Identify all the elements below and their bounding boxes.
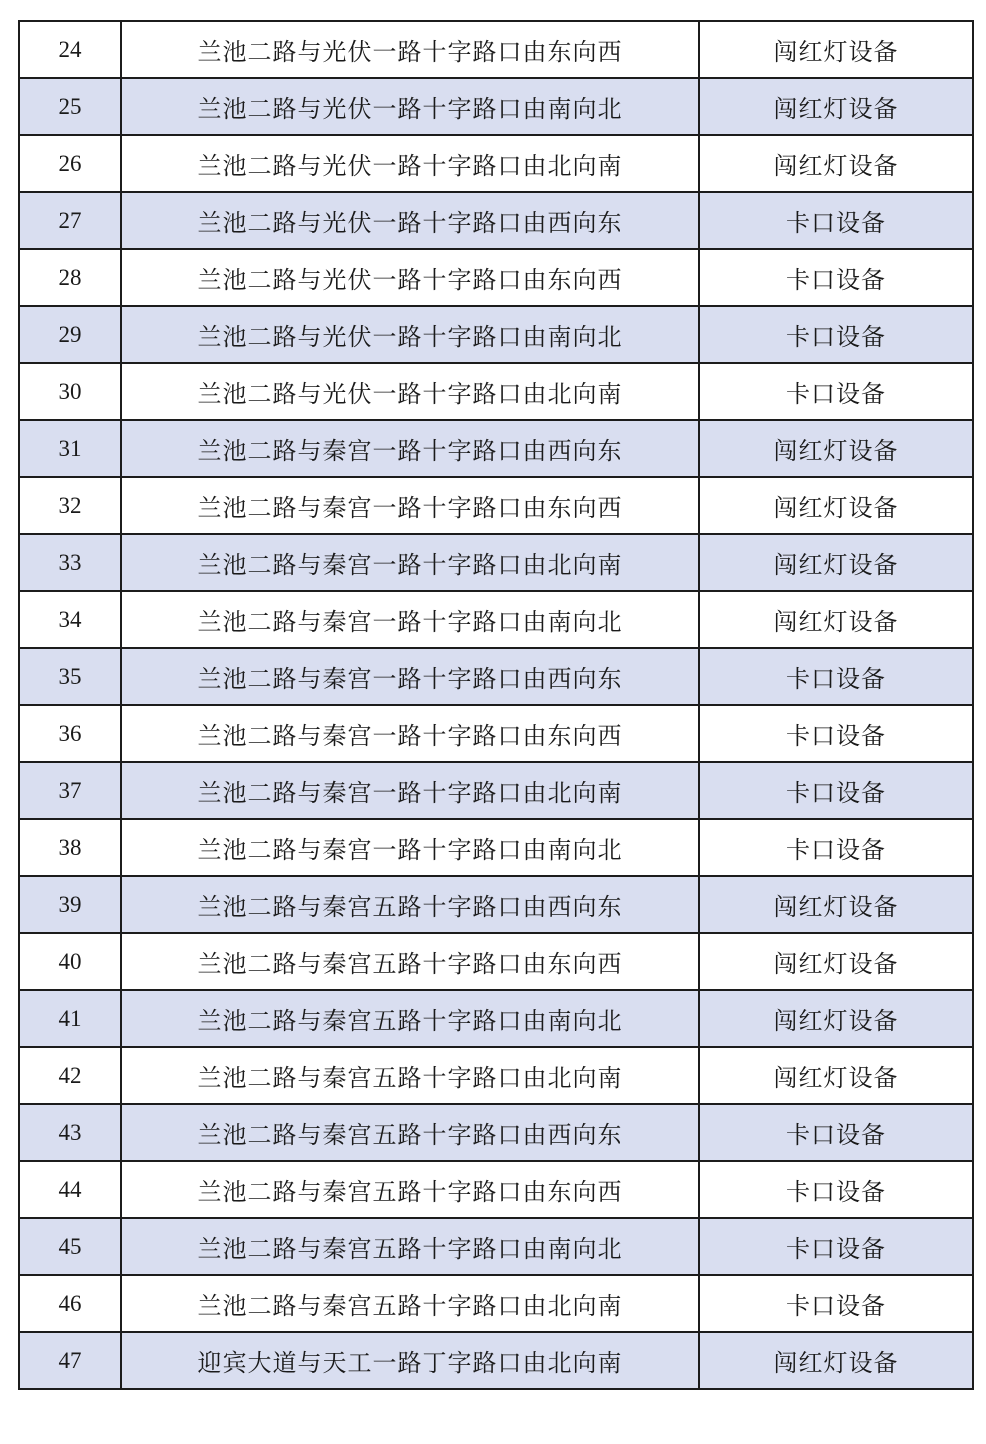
table-row bbox=[19, 363, 973, 420]
device-type-cell: 卡口设备 bbox=[699, 819, 973, 876]
row-number-cell: 29 bbox=[19, 306, 121, 363]
location-cell: 兰池二路与秦宫一路十字路口由东向西 bbox=[121, 477, 699, 534]
table-row bbox=[19, 21, 973, 78]
location-cell: 兰池二路与秦宫一路十字路口由东向西 bbox=[121, 705, 699, 762]
table-row bbox=[19, 249, 973, 306]
row-number-cell: 33 bbox=[19, 534, 121, 591]
location-cell: 兰池二路与秦宫一路十字路口由北向南 bbox=[121, 534, 699, 591]
device-type-cell: 卡口设备 bbox=[699, 705, 973, 762]
location-cell: 兰池二路与秦宫五路十字路口由东向西 bbox=[121, 1161, 699, 1218]
device-type-cell: 闯红灯设备 bbox=[699, 21, 973, 78]
table-row bbox=[19, 420, 973, 477]
row-number-cell: 40 bbox=[19, 933, 121, 990]
row-number-cell: 34 bbox=[19, 591, 121, 648]
table-row bbox=[19, 1161, 973, 1218]
table-row bbox=[19, 876, 973, 933]
table-row bbox=[19, 1104, 973, 1161]
location-cell: 兰池二路与光伏一路十字路口由南向北 bbox=[121, 306, 699, 363]
table-row bbox=[19, 933, 973, 990]
row-number-cell: 38 bbox=[19, 819, 121, 876]
location-cell: 兰池二路与秦宫一路十字路口由南向北 bbox=[121, 591, 699, 648]
device-type-cell: 闯红灯设备 bbox=[699, 591, 973, 648]
location-cell: 兰池二路与光伏一路十字路口由南向北 bbox=[121, 78, 699, 135]
location-cell: 兰池二路与秦宫五路十字路口由西向东 bbox=[121, 876, 699, 933]
device-type-cell: 卡口设备 bbox=[699, 762, 973, 819]
device-type-cell: 闯红灯设备 bbox=[699, 477, 973, 534]
table-row bbox=[19, 1332, 973, 1389]
table-row bbox=[19, 648, 973, 705]
table-row bbox=[19, 78, 973, 135]
device-type-cell: 闯红灯设备 bbox=[699, 1047, 973, 1104]
table-row bbox=[19, 762, 973, 819]
location-cell: 兰池二路与秦宫五路十字路口由北向南 bbox=[121, 1047, 699, 1104]
row-number-cell: 32 bbox=[19, 477, 121, 534]
row-number-cell: 46 bbox=[19, 1275, 121, 1332]
row-number-cell: 47 bbox=[19, 1332, 121, 1389]
location-cell: 兰池二路与秦宫五路十字路口由西向东 bbox=[121, 1104, 699, 1161]
location-cell: 兰池二路与秦宫一路十字路口由南向北 bbox=[121, 819, 699, 876]
table-row bbox=[19, 534, 973, 591]
table-row bbox=[19, 135, 973, 192]
row-number-cell: 27 bbox=[19, 192, 121, 249]
device-type-cell: 卡口设备 bbox=[699, 1275, 973, 1332]
table-row bbox=[19, 819, 973, 876]
device-type-cell: 闯红灯设备 bbox=[699, 1332, 973, 1389]
table-row bbox=[19, 477, 973, 534]
device-location-table bbox=[18, 20, 974, 1390]
table-row bbox=[19, 1218, 973, 1275]
location-cell: 兰池二路与秦宫五路十字路口由东向西 bbox=[121, 933, 699, 990]
row-number-cell: 37 bbox=[19, 762, 121, 819]
device-type-cell: 闯红灯设备 bbox=[699, 990, 973, 1047]
row-number-cell: 30 bbox=[19, 363, 121, 420]
row-number-cell: 44 bbox=[19, 1161, 121, 1218]
location-cell: 兰池二路与光伏一路十字路口由西向东 bbox=[121, 192, 699, 249]
table-row bbox=[19, 705, 973, 762]
device-type-cell: 卡口设备 bbox=[699, 306, 973, 363]
location-cell: 兰池二路与光伏一路十字路口由东向西 bbox=[121, 249, 699, 306]
device-type-cell: 闯红灯设备 bbox=[699, 135, 973, 192]
location-cell: 兰池二路与光伏一路十字路口由北向南 bbox=[121, 135, 699, 192]
location-cell: 兰池二路与秦宫五路十字路口由南向北 bbox=[121, 990, 699, 1047]
row-number-cell: 24 bbox=[19, 21, 121, 78]
table-row bbox=[19, 990, 973, 1047]
location-cell: 兰池二路与光伏一路十字路口由北向南 bbox=[121, 363, 699, 420]
device-type-cell: 卡口设备 bbox=[699, 192, 973, 249]
device-type-cell: 卡口设备 bbox=[699, 1161, 973, 1218]
row-number-cell: 41 bbox=[19, 990, 121, 1047]
location-cell: 兰池二路与秦宫五路十字路口由北向南 bbox=[121, 1275, 699, 1332]
table-row bbox=[19, 1047, 973, 1104]
table-row bbox=[19, 306, 973, 363]
device-type-cell: 卡口设备 bbox=[699, 1104, 973, 1161]
row-number-cell: 25 bbox=[19, 78, 121, 135]
row-number-cell: 35 bbox=[19, 648, 121, 705]
row-number-cell: 28 bbox=[19, 249, 121, 306]
table-row bbox=[19, 591, 973, 648]
location-cell: 兰池二路与秦宫一路十字路口由北向南 bbox=[121, 762, 699, 819]
table-row bbox=[19, 1275, 973, 1332]
location-cell: 兰池二路与秦宫一路十字路口由西向东 bbox=[121, 648, 699, 705]
device-type-cell: 卡口设备 bbox=[699, 363, 973, 420]
row-number-cell: 43 bbox=[19, 1104, 121, 1161]
row-number-cell: 45 bbox=[19, 1218, 121, 1275]
device-type-cell: 闯红灯设备 bbox=[699, 876, 973, 933]
device-type-cell: 卡口设备 bbox=[699, 1218, 973, 1275]
row-number-cell: 26 bbox=[19, 135, 121, 192]
device-type-cell: 卡口设备 bbox=[699, 249, 973, 306]
row-number-cell: 31 bbox=[19, 420, 121, 477]
row-number-cell: 39 bbox=[19, 876, 121, 933]
location-cell: 迎宾大道与天工一路丁字路口由北向南 bbox=[121, 1332, 699, 1389]
device-type-cell: 闯红灯设备 bbox=[699, 534, 973, 591]
device-type-cell: 闯红灯设备 bbox=[699, 933, 973, 990]
device-type-cell: 闯红灯设备 bbox=[699, 78, 973, 135]
table-body bbox=[19, 21, 973, 1389]
table-row bbox=[19, 192, 973, 249]
device-type-cell: 卡口设备 bbox=[699, 648, 973, 705]
location-cell: 兰池二路与光伏一路十字路口由东向西 bbox=[121, 21, 699, 78]
device-table-container bbox=[18, 20, 974, 1390]
row-number-cell: 42 bbox=[19, 1047, 121, 1104]
location-cell: 兰池二路与秦宫五路十字路口由南向北 bbox=[121, 1218, 699, 1275]
row-number-cell: 36 bbox=[19, 705, 121, 762]
device-type-cell: 闯红灯设备 bbox=[699, 420, 973, 477]
location-cell: 兰池二路与秦宫一路十字路口由西向东 bbox=[121, 420, 699, 477]
